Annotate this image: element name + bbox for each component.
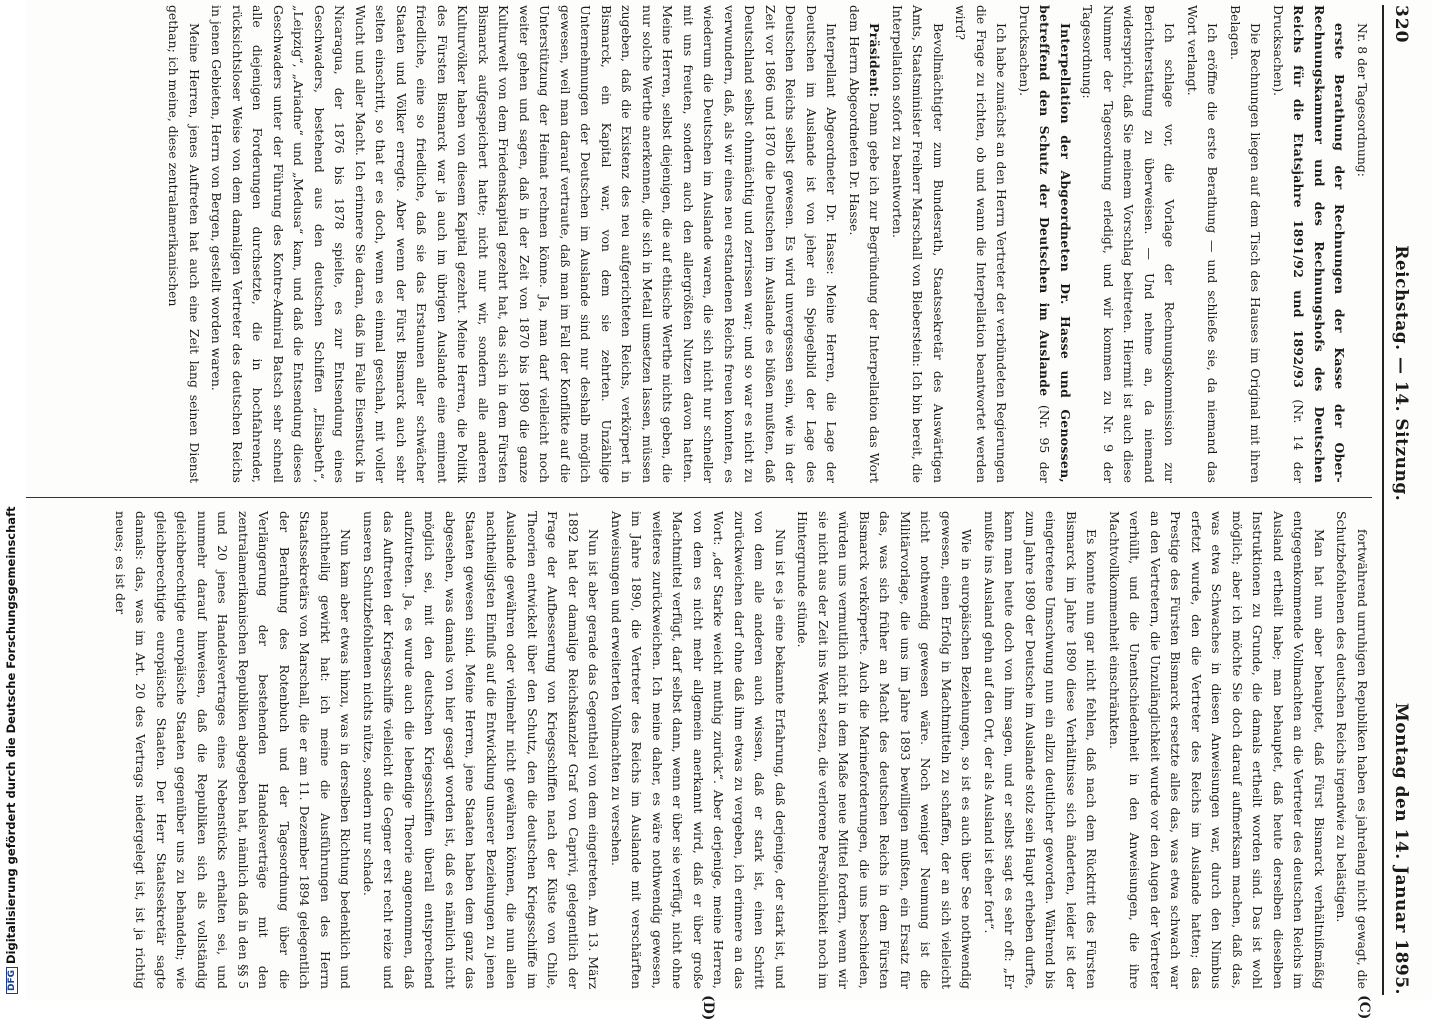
- margin-marker-c: (C): [1356, 995, 1372, 1019]
- footer-strip: [0, 0, 26, 1000]
- header-rule: [1382, 5, 1384, 995]
- paragraph-text: Ich habe zunächst an den Herrn Vertreter der verbündeten Regierungen die Frage zu richten, ob und wann die Interpellation beantwortet werden wird?: [954, 5, 1010, 483]
- paragraph-text: Bevollmächtigter zum Bundesrath, Staatssekretär des Auswärtigen Amts, Staatsminister Freiherr Marschall von Bieberstein: Ich bin bereit, die Interpellation sofort zu beantworten.: [890, 5, 946, 483]
- paragraph: [979, 511, 1102, 989]
- margin-marker-d: (D): [700, 995, 716, 1020]
- paragraph-text: Ich eröffne die erste Berathung — und schließe sie, da niemand das Wort verlangt.: [1185, 5, 1221, 483]
- paragraph: [358, 511, 604, 989]
- paragraph: [1104, 511, 1330, 989]
- paragraph-text: Es konnte nun gar nicht fehlen, daß nach dem Rücktritt des Fürsten Bismarck im Jahre 1890 diese Verhältnisse sich änderten, leider ist der eingetretene Umschwung nun ein allzu deutlicher geworden. Während bis zum Jahre 1890 der Deutsche im Auslande stolz sein Haupt erheben durfte, kann man heute doch von ihm sagen, und er selbst sagt es sehr oft: „Er mußte ins Ausland gehn auf den Ort, der als Ausland ist eher fort“.: [982, 511, 1100, 989]
- column-divider: [22, 497, 1372, 498]
- paragraph: [844, 5, 885, 483]
- paragraph: [206, 5, 842, 483]
- paragraph-text: Meine Herren, jenes Auftreten hat auch eine Zeit lang seinen Dienst gethan; ich meine, diese zentralamerikanischen: [167, 5, 203, 483]
- paragraph: [792, 511, 977, 989]
- paragraph: [163, 5, 204, 483]
- page-number: 320: [1391, 5, 1411, 44]
- dfg-logo: DFG: [6, 967, 18, 994]
- paragraph-text: Man hat nun aber behauptet, daß Fürst Bismarck verhältnißmäßig entgegenkommende Vollmachten an die Vertreter des deutschen Reichs im Ausland ertheilt habe; man behauptet, daß heute derselben dieselben Instruktionen zu Grunde, die damals ertheilt worden sind. Das ist wohl möglich; aber ich möchte Sie doch darauf aufmerksam machen, daß das, was etwa Schwaches in diesen Anweisungen war, durch den Nimbus erfetzt wurde, den die Vertreter des Reichs im Auslande hatten; das Prestige des Fürsten Bismarck ersetzte alles das, was etwa schwach war an den Vertretern, die Unzulänglichkeit wurde vor den Augen der Vertreter verhüllt, und die Unentschiedenheit in den Anweisungen, die ihre Machtvollkommenheit einschränkten.: [1107, 511, 1327, 989]
- paragraph-text: (Nr. 95 der Drucksachen).: [1017, 5, 1053, 483]
- page-header: [1386, 5, 1416, 995]
- paragraph-text: Interpellant Abgeordneter Dr. Hasse: Meine Herren, die Lage der Deutschen im Auslande ist von jeher ein Spiegelbild der Lage des Deutschen Reichs selbst gewesen. Es wird unvergessen sein, wie in der Zeit vor 1866 und 1870 die Deutschen im Auslande es büßen mußten, daß Deutschland selbst ohnmächtig und zerrissen war; und so war es nicht zu verwundern, daß, als wir eines neu erstandenen Reichs freuen konnten, es wiederum die Deutschen im Auslande waren, die sich nicht nur schneller mit uns freuten, sondern auch den allergrößten Nutzen davon hatten. Meine Herren, selbst diejenigen, die auf ethische Werthe nichts geben, die nur solche Werthe anerkennen, die sich in Metall umsetzen lassen, müssen zugeben, daß die Existenz des neu aufgerichteten Reichs, verkörpert in Bismarck, ein Kapital war, von dem sie zehrten. Unzählige Unternehmungen der Deutschen im Auslande sind nur deshalb möglich gewesen, weil man darauf vertraute, daß man im Fall der Konflikte auf die Unterstützung der Heimat rechnen könne. Ja, man darf vielleicht noch weiter gehen und sagen, daß in der Zeit von 1870 bis 1890 die ganze Kulturwelt von dem Friedenskapital gezehrt hat, das sich in dem Fürsten Bismarck aufgespeichert hatte; nicht nur wir, sondern alle anderen Kulturvölker haben von diesem Kapital gezehrt. Meine Herren, die Politik des Fürsten Bismarck war ja auch im übrigen Auslande eine eminent friedliche, eine so friedliche, daß sie das Erstaunen aller schwächer Staaten und Völker erregte. Aber wenn der Fürst Bismarck auch sehr selten einschritt, so that er es doch, wenn es einmal geschah, mit voller Wucht und aller Macht. Ich erinnere Sie daran, daß im Falle Eisenstuck in Nicaragua, der 1876 bis 1878 spielte, es zur Entsendung eines Geschwaders, bestehend aus den deutschen Schiffen „Elisabeth“, „Leipzig“, „Ariadne“ und „Medusa“ kam, und daß die Entsendung dieses Geschwaders unter der Führung des Kontre-Admiral Batsch sehr schnell alle diejenigen Forderungen durchsetzte, die in hochfahrender, rücksichtsloser Weise von dem damaligen Vertreter des deutschen Reichs in jenen Gebieten, Herrn von Bergen, gestellt worden waren.: [210, 5, 840, 483]
- paragraph-text: Dann gebe ich zur Begründung der Interpellation das Wort dem Herrn Abgeordneten Dr. Hasse.: [847, 5, 883, 483]
- paragraph-text: Ich schlage vor, die Vorlage der Rechnungskommission zur Berichterstattung zu überweisen. — Und nehme an, da niemand widerspricht, daß Sie meinem Vorschlag beitreten. Hiermit ist auch diese Nummer der Tagesordnung erledigt, und wir kommen zu Nr. 9 der Tagesordnung:: [1081, 5, 1178, 483]
- footer-credit-text: Digitalisierung gefördert durch die Deutsche Forschungsgemeinschaft: [4, 506, 18, 964]
- paragraph-text: fortwährend unruhigen Republiken haben es jahrelang nicht gewagt, die Schutzbefohlenen des deutschen Reichs irgendwie zu belästigen.: [1335, 511, 1371, 989]
- paragraph-text: Die Rechnungen liegen auf dem Tisch des Hauses im Original mit ihren Belagen.: [1228, 5, 1264, 483]
- paragraph: [110, 511, 356, 989]
- footer-credit: [4, 506, 18, 994]
- paragraph: [1077, 5, 1180, 483]
- session-date: Montag den 14. Januar 1895.: [1391, 703, 1411, 995]
- paragraph: [606, 511, 791, 989]
- paragraph: [1268, 5, 1350, 483]
- paragraph: [887, 5, 949, 483]
- paragraph-text: Nun kam aber etwas hinzu, was in derselben Richtung bedenklich und nachtheilig gewirkt hat: ich meine die Ausführungen des Herrn Staatssekretärs von Marschall, die er am 11. Dezember 1894 gelegentlich der Berathung des Rotenbuch und der Tagesordnung über die Verlängerung der bestehenden Handelsverträge mit den zentralamerikanischen Republiken abgegeben hat, nämlich daß in den §§ 5 und 20 jenes Handelsvertrages eines Nebenstücks erhalten sei, und nunmehr darauf hinweisen, daß die Republiken sich als vollständig gleichberechtigte europäische Staaten gegenüber uns zu behandeln; wie gleichberechtigte europäische Staaten. Der Herr Staatssekretär sagte damals: das, was im Art. 20 des Vertrags niedergelegt ist, ist ja richtig neues; es ist der: [113, 511, 354, 989]
- bold-lead: erste Berathung der Rechnungen der Kasse der Ober-Rechnungskammer und des Rechnungshofs des Deutschen Reichs für die Etatsjahre 1891/92 und 1892/93: [1292, 5, 1348, 483]
- paragraph-text: Nr. 8 der Tagesordnung:: [1355, 23, 1370, 177]
- paragraph-text: Wie in europäischen Beziehungen, so ist es auch über See nothwendig gewesen, einen Erfolg in Machtmitteln zu schaffen, der an sich vielleicht nicht nothwendig gewesen wäre. Noch weniger Neumung ist die Militärvorlage, die uns im Jahre 1893 bewilligen mußten, ein Ersatz für das, was sich früher an Macht des deutschen Reichs in dem Fürsten Bismarck verkörperte. Auch die Marineforderungen, die uns beschieden, würden uns vermutlich nicht in dem Maße neue Mittel fordern, wenn wir sie nicht aus der Zeit ins Werk setzen, die verlorene Persönlichkeit noch im Hintergrunde stünde.: [796, 511, 975, 989]
- paragraph: [1182, 5, 1223, 483]
- paragraph: [950, 5, 1012, 483]
- bold-lead: Interpellation der Abgeordneten Dr. Hasse und Genossen, betreffend den Schutz der Deutschen im Auslande: [1038, 5, 1074, 483]
- paragraph: [1331, 511, 1372, 989]
- rotated-page-content: [16, 5, 1416, 995]
- left-column: [22, 5, 1372, 483]
- paragraph-text: Nun ist es ja eine bekannte Erfahrung, daß derjenige, der stark ist, und von dem alle anderen auch wissen, daß er stark ist, einen Schritt zurückweichen darf ohne daß ihm etwas zu vergeben, ich erinnere an das Wort: „der Starke weicht muthig zurück“. Aber derjenige, meine Herren, von dem es nicht mehr allgemein anerkannt wird, daß er über große Machtmittel verfügt, darf selbst dann, wenn er über sie verfügt, nicht ohne weiteres zurückweichen. Ich meine daher, es wäre nothwendig gewesen, im Jahre 1890, die Vertreter des Reichs im Auslande mit verschärften Anweisungen und erweiterten Vollmachten zu versehen.: [609, 511, 788, 989]
- paragraph-text: Nun ist aber gerade das Gegentheil von dem eingetreten. Am 13. März 1892 hat der damalige Reichskanzler Graf von Caprivi, gelegentlich der Frage der Aufbesserung von Kriegsschiffen nach der Küste von Chile, Theorien entwickelt über den Schutz, den die deutschen Kriegsschiffe im Auslande gewähren oder vielmehr nicht gewähren können, die nun allen nachtheiligsten Einfluß auf die Entwicklung unserer Beziehungen zu jenen Staaten gewesen sind. Meine Herren, jene Staaten haben dem ganz das abgesehen, was damals von hier gesagt worden ist, daß es nämlich nicht möglich sei, mit den deutschen Kriegsschiffen überall entsprechend aufzutreten. Ja, es wurde auch die lebendige Theorie angenommen, daß das Auftreten der Kriegsschiffe vielleicht die Gegner erst recht reize und unseren Schutzbefohlenen nichts nütze, sondern nur schade.: [361, 511, 602, 989]
- paragraph: [1352, 5, 1373, 483]
- paragraph: [1014, 5, 1076, 483]
- paragraph: [1225, 5, 1266, 483]
- session-title: Reichstag. — 14. Sitzung.: [1391, 245, 1411, 501]
- bold-lead: Präsident:: [868, 23, 883, 97]
- right-column: [22, 511, 1372, 989]
- paragraph-text: (Nr. 14 der Drucksachen).: [1271, 5, 1307, 483]
